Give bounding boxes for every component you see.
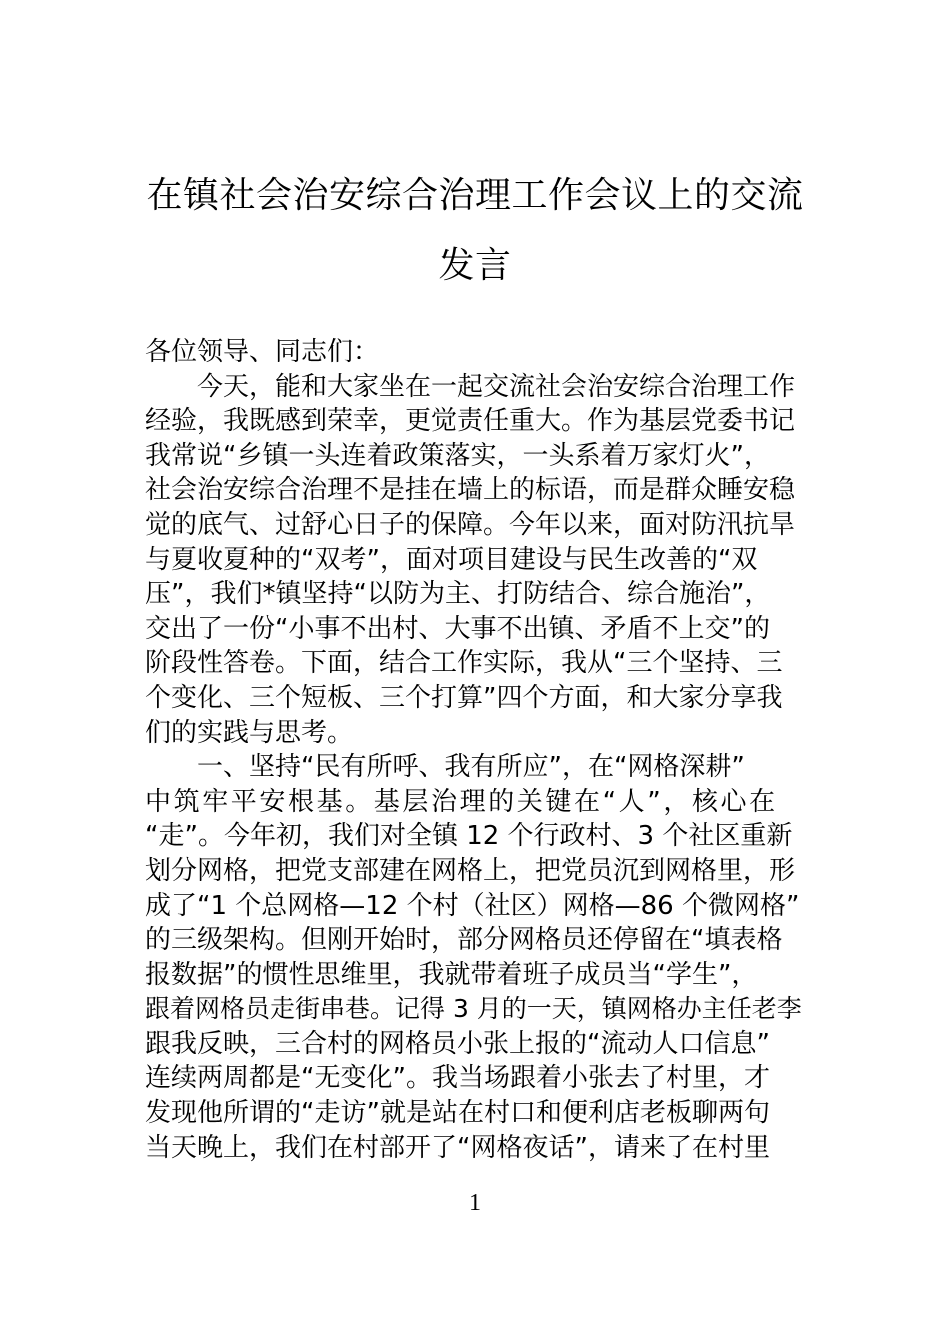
body-line: 觉的底气、过舒心日子的保障。今年以来，面对防汛抗旱 — [145, 509, 796, 540]
body-line: 个变化、三个短板、三个打算”四个方面，和大家分享我 — [145, 682, 783, 713]
body-line: 今天，能和大家坐在一起交流社会治安综合治理工作 — [197, 371, 796, 402]
page-number: 1 — [469, 1190, 481, 1216]
body-line: “走”。今年初，我们对全镇 12 个行政村、3 个社区重新 — [145, 821, 793, 852]
body-line: 当天晚上，我们在村部开了“网格夜话”，请来了在村里 — [145, 1132, 770, 1163]
body-line: 发现他所谓的“走访”就是站在村口和便利店老板聊两句 — [145, 1098, 770, 1129]
body-line: 们的实践与思考。 — [145, 717, 354, 748]
document-title-line-1: 在镇社会治安综合治理工作会议上的交流 — [146, 175, 804, 216]
body-line: 压”，我们*镇坚持“以防为主、打防结合、综合施治”， — [145, 579, 771, 610]
body-line: 社会治安综合治理不是挂在墙上的标语，而是群众睡安稳 — [145, 475, 796, 506]
section-heading-line: 一、坚持“民有所呼、我有所应”，在“网格深耕” — [197, 752, 745, 783]
body-line: 成了“1 个总网格—12 个村（社区）网格—86 个微网格” — [145, 890, 800, 921]
document-body — [145, 335, 810, 1165]
body-line: 划分网格，把党支部建在网格上，把党员沉到网格里，形 — [145, 855, 796, 886]
body-line: 跟我反映，三合村的网格员小张上报的“流动人口信息” — [145, 1028, 770, 1059]
body-line: 阶段性答卷。下面，结合工作实际，我从“三个坚持、三 — [145, 648, 783, 679]
body-line: 经验，我既感到荣幸，更觉责任重大。作为基层党委书记 — [145, 406, 796, 437]
body-line: 我常说“乡镇一头连着政策落实，一头系着万家灯火”， — [145, 440, 770, 471]
body-line: 报数据”的惯性思维里，我就带着班子成员当“学生”， — [145, 959, 758, 990]
body-line: 与夏收夏种的“双考”，面对项目建设与民生改善的“双 — [145, 544, 758, 575]
body-line: 跟着网格员走街串巷。记得 3 月的一天，镇网格办主任老李 — [145, 994, 802, 1024]
body-line: 连续两周都是“无变化”。我当场跟着小张去了村里，才 — [145, 1063, 770, 1094]
body-line: 的三级架构。但刚开始时，部分网格员还停留在“填表格 — [145, 925, 783, 956]
salutation: 各位领导、同志们： — [145, 337, 380, 367]
body-line: 交出了一份“小事不出村、大事不出镇、矛盾不上交”的 — [145, 613, 770, 644]
document-title-line-2: 发言 — [438, 245, 512, 286]
body-line: 中筑牢平安根基。基层治理的关键在“人”，核心在 — [145, 786, 778, 817]
